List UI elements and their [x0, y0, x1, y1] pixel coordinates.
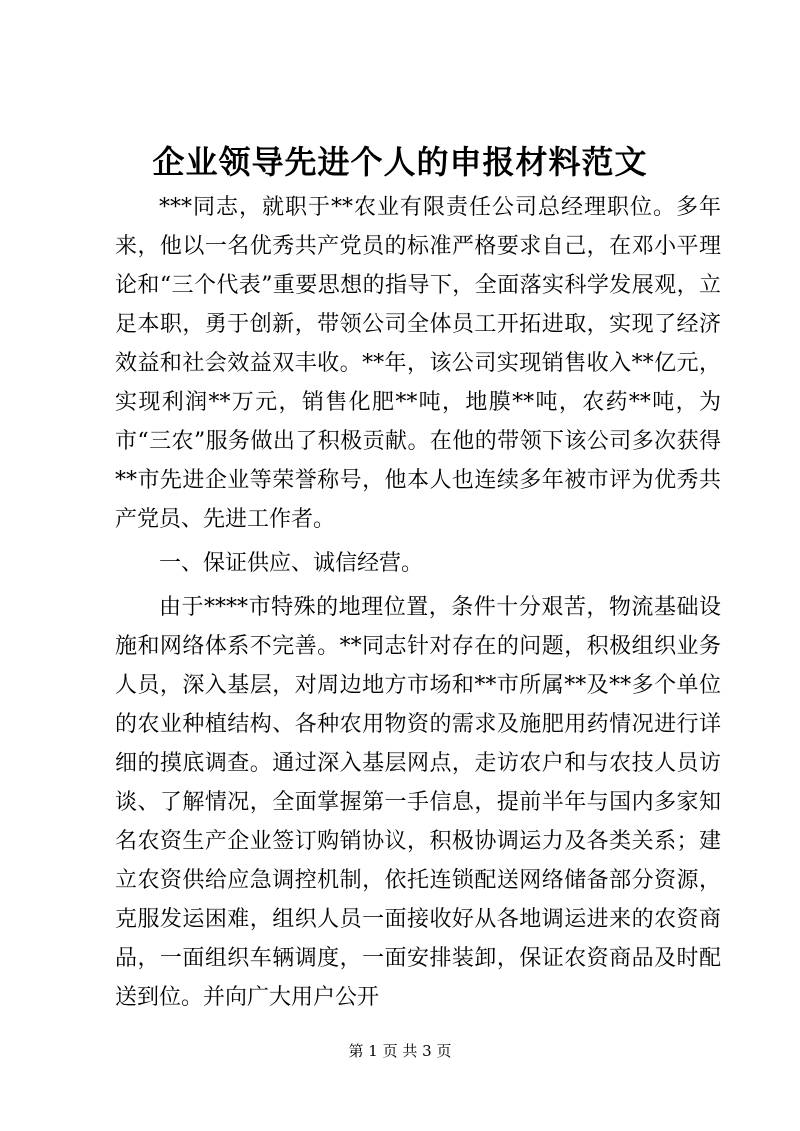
document-title: 企业领导先进个人的申报材料范文 [152, 143, 648, 181]
paragraph-intro: ***同志，就职于**农业有限责任公司总经理职位。多年来，他以一名优秀共产党员的标准严格要求自己，在邓小平理论和“三个代表”重要思想的指导下，全面落实科学发展观，立足本职，勇于创新，带领公司全体员工开拓进取，实现了经济效益和社会效益双丰收。**年，该公司实现销售收入**亿元，实现利润**万元，销售化肥**吨，地膜**吨，农药**吨，为市“三农”服务做出了积极贡献。在他的带领下该公司多次获得**市先进企业等荣誉称号，他本人也连续多年被市评为优秀共产党员、先进工作者。 [115, 195, 721, 532]
section-heading: 一、保证供应、诚信经营。 [159, 551, 424, 576]
page-footer: 第 1 页 共 3 页 [348, 1042, 452, 1060]
document-body [115, 188, 721, 1022]
paragraph-supply: 由于****市特殊的地理位置，条件十分艰苦，物流基础设施和网络体系不完善。**同志针对存在的问题，积极组织业务人员，深入基层，对周边地方市场和**市所属**及**多个单位的农业种植结构、各种农用物资的需求及施肥用药情况进行详细的摸底调查。通过深入基层网点，走访农户和与农技人员访谈、了解情况，全面掌握第一手信息，提前半年与国内多家知名农资生产企业签订购销协议，积极协调运力及各类关系；建立农资供给应急调控机制，依托连锁配送网络储备部分资源，克服发运困难，组织人员一面接收好从各地调运进来的农资商品，一面组织车辆调度，一面安排装卸，保证农资商品及时配送到位。并向广大用户公开 [115, 595, 721, 1010]
